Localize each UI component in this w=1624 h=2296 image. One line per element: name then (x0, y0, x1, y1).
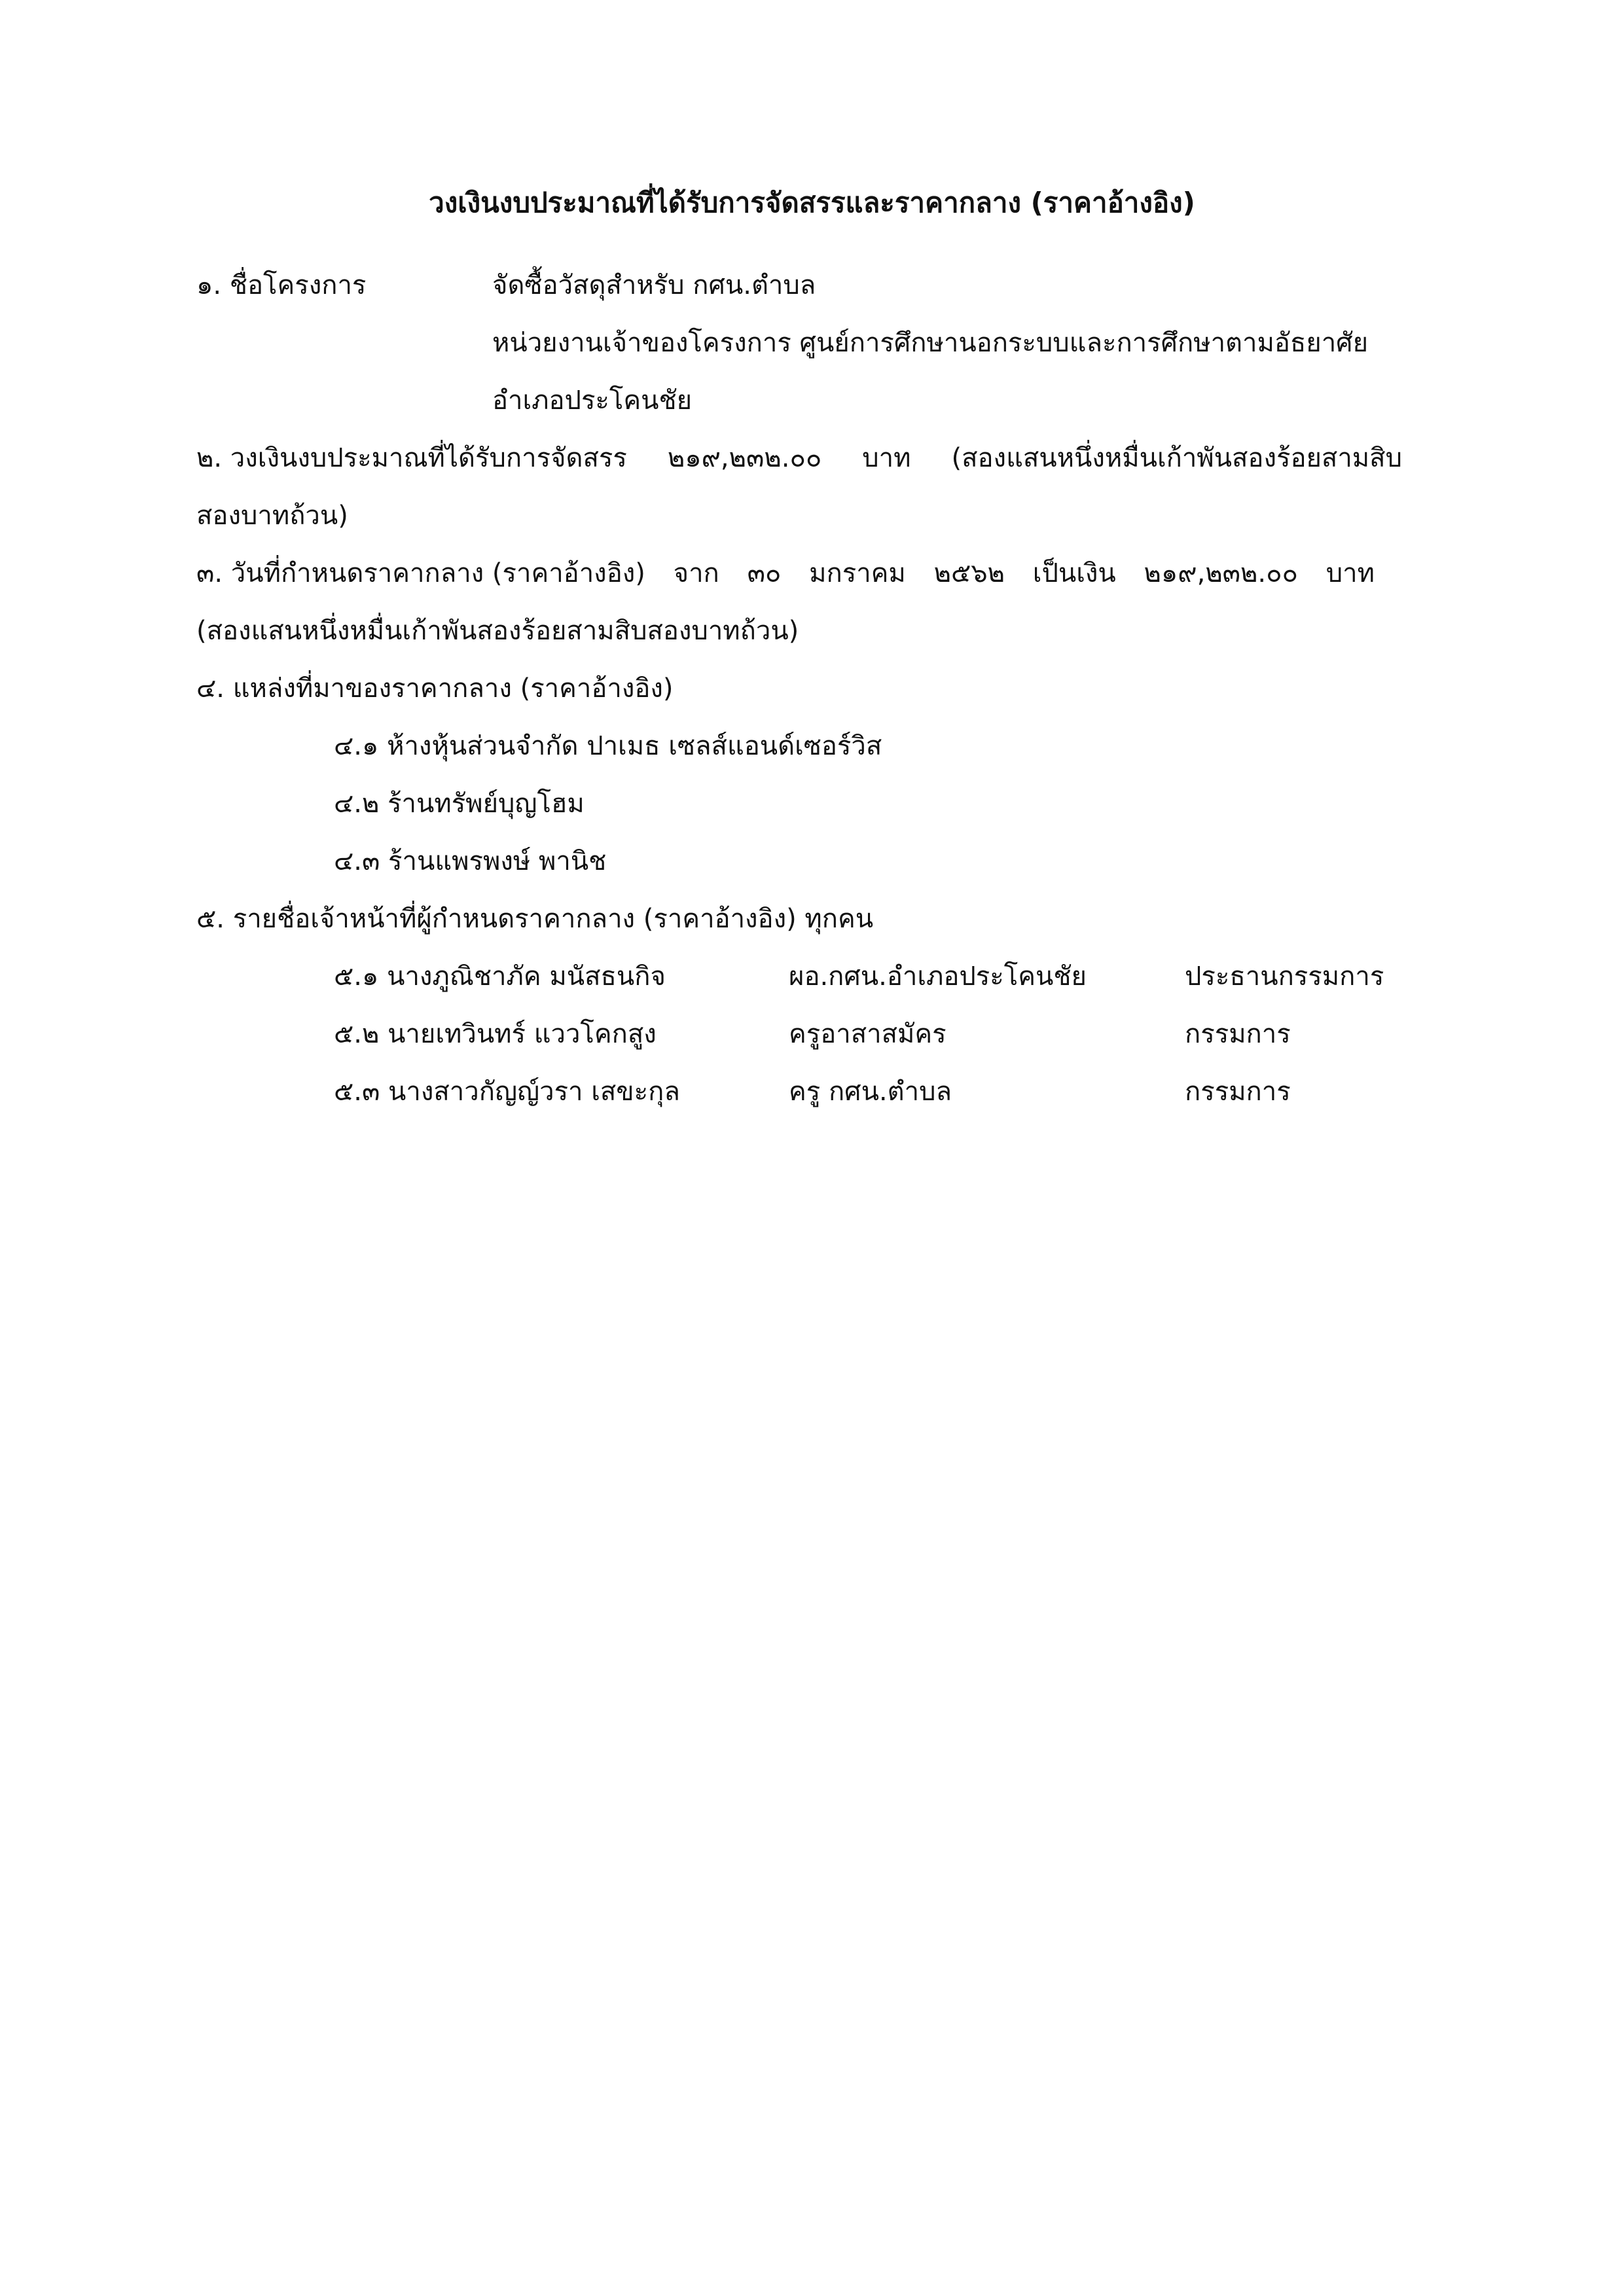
item3-amount: ๒๑๙,๒๓๒.๐๐ (1144, 558, 1298, 588)
item3-total-label: เป็นเงิน (1032, 558, 1116, 588)
document-title: วงเงินงบประมาณที่ได้รับการจัดสรรและราคากลาง (ราคาอ้างอิง) (429, 187, 1195, 219)
item3-from: จาก (673, 558, 719, 588)
item3-day: ๓๐ (747, 558, 782, 588)
item2-line1 (196, 440, 1402, 476)
item3-year: ๒๕๖๒ (933, 558, 1005, 588)
item2-unit: บาท (862, 443, 911, 473)
official-1-role: ประธานกรรมการ (1185, 961, 1384, 992)
item2-line2: สองบาทถ้วน) (196, 501, 348, 531)
item3-unit: บาท (1326, 558, 1375, 588)
official-3-role: กรรมการ (1185, 1077, 1291, 1107)
item2-amount-words: (สองแสนหนึ่งหมื่นเก้าพันสองร้อยสามสิบ (951, 443, 1402, 473)
official-3-position: ครู กศน.ตำบล (789, 1077, 952, 1107)
official-1-name: ๕.๑ นางภูณิชาภัค มนัสธนกิจ (334, 961, 666, 992)
item1-district: อำเภอประโคนชัย (492, 386, 693, 416)
item4-source-3: ๔.๓ ร้านแพรพงษ์ พานิช (334, 846, 607, 876)
item1-label: ๑. ชื่อโครงการ (196, 270, 367, 300)
official-1-position: ผอ.กศน.อำเภอประโคนชัย (789, 961, 1087, 992)
item4-label: ๔. แหล่งที่มาของราคากลาง (ราคาอ้างอิง) (196, 673, 674, 704)
item4-source-1: ๔.๑ ห้างหุ้นส่วนจำกัด ปาเมธ เซลส์แอนด์เซอร์วิส (334, 731, 882, 761)
item2-label: ๒. วงเงินงบประมาณที่ได้รับการจัดสรร (196, 443, 627, 473)
official-2-name: ๕.๒ นายเทวินทร์ แววโคกสูง (334, 1019, 657, 1049)
item3-line2: (สองแสนหนึ่งหมื่นเก้าพันสองร้อยสามสิบสองบาทถ้วน) (196, 616, 799, 646)
item5-label: ๕. รายชื่อเจ้าหน้าที่ผู้กำหนดราคากลาง (ราคาอ้างอิง) ทุกคน (196, 904, 874, 934)
official-3-name: ๕.๓ นางสาวกัญญ์วรา เสขะกุล (334, 1077, 680, 1107)
item2-amount: ๒๑๙,๒๓๒.๐๐ (667, 443, 822, 473)
item3-label: ๓. วันที่กำหนดราคากลาง (ราคาอ้างอิง) (196, 558, 645, 588)
item1-owner: หน่วยงานเจ้าของโครงการ ศูนย์การศึกษานอกระบบและการศึกษาตามอัธยาศัย (492, 328, 1369, 358)
item3-line1 (196, 555, 1375, 592)
item3-month: มกราคม (809, 558, 906, 588)
official-2-position: ครูอาสาสมัคร (789, 1019, 947, 1049)
item4-source-2: ๔.๒ ร้านทรัพย์บุญโฮม (334, 789, 585, 819)
official-2-role: กรรมการ (1185, 1019, 1291, 1049)
item1-project-name: จัดซื้อวัสดุสำหรับ กศน.ตำบล (492, 270, 816, 300)
